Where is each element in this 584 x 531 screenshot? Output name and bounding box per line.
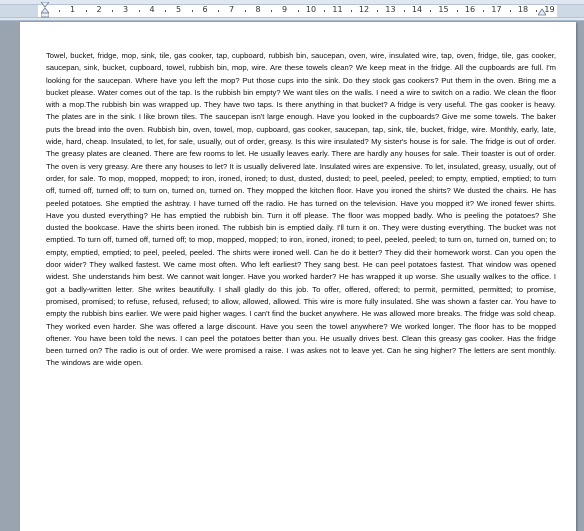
ruler-half-tick: [377, 10, 378, 12]
ruler-tick-label: 7: [228, 5, 235, 14]
ruler-half-tick: [192, 10, 193, 12]
ruler-half-tick: [218, 10, 219, 12]
ruler-tick-label: 11: [332, 5, 343, 14]
document-body-text[interactable]: Towel, bucket, fridge, mop, sink, tile, gas cooker, tap, cupboard, rubbish bin, saucepan, oven, wire, insulated wire, tap, oven, fridge, tile, gas cooker, saucepan, sink, bucket, cupboard, towel, rubbish bin, mop, wire. Are these towels clean? We keep meat in the fridge. All the cupboards are full. I'm looking for the saucepan. Where have you left the mop? Put those cups into the sink. Do they stock gas cookers? Put them in the oven. Bring me a bucket please. Water comes out of the tap. Is the rubbish bin empty? We want tiles on the walls. I need a wire to switch on a radio. We clean the floor with a mop.The rubbish bin was wrapped up. They have two taps. Is there anything in that bucket? A fridge is very useful. The gas cooker is heavy. The plates are in the sink. I like brown tiles. The saucepan isn't large enough. Have you looked in the cupboards? Give me some towels. The baker puts the bread into the oven. Rubbish bin, oven, towel, mop, cupboard, gas cooker, saucepan, tap, sink, tile, bucket, fridge, wire. Monthly, early, late, wide, hard, cheap. Insulated, to let, for sale, usually, out of order, greasy. Is this wire insulated? My sister's house is for sale. The fridge is out of order. The greasy plates are cleaned. There are few rooms to let. He usually leaves early. There are hardly any houses for sale. Their toaster is out of order. The oven is very greasy. Are there any houses to let? It is usually delivered late. Insulated wires are expensive. To let, insulated, greasy, usually, out of order, for sale. To mop, mopped, mopped; to iron, ironed, ironed; to dust, dusted, dusted; to peel, peeled, peeled; to empty, emptied, emptied; to turn off, turned off, turned off; to turn on, turned on, turned on. They mopped the kitchen floor. Have you ironed the shirts? We dusted the chairs. He has peeled potatoes. She emptied the ashtray. I have turned off the radio. He has turned on the television. Have you mopped it? We ironed fewer shirts. Have you dusted everything? He has emptied the rubbish bin. Turn it off please. The floor was mopped badly. Who is peeling the potatoes? She dusted the bookcase. Have the shirts been ironed. The rubbish bin is emptied daily. I'll turn it on. They were dusting everything. The bucket was not emptied. To turn off, turned off, turned off; to mop, mopped, mopped; to iron, ironed, ironed; to peel, peeled, peeled; to turn on, turned on, turned on; to empty, emptied, emptied; to peel, peeled, peeled. The shirts were ironed well. Can he do it better? They did their homework worst. Can you open the door wider? They walked fastest. We came most often. Who left earliest? They sang best. He can peel potatoes fastest. That window was opened widest. She understands him best. We cannot wait longer. Have you worked harder? He has wrapped it up worse. She usually walkes to the office. I got a badly-written letter. She writes beautifully. I shall gladly do this job. To offer, offered, offered; to permit, permitted, permitted; to promise, promised, promised; to refuse, refused, refused; to allow, allowed, allowed. This wire is more fully insulated. She was shown a faster car. You have to empty the rubbish bins earlier. We were paid higher wages. I can't find the bucket anywhere. He was allowed more breaks. The fridge was sold cheap. They worked even harder. She was offered a large discount. Have you seen the towel anywhere? We worked longer. The floor has to be mopped oftener. You have been told the news. I can peel the potatoes better than you. He usually drives best. Clean this greasy gas cooker. Has the fridge been turned on? The radio is out of order. We were promised a raise. I was askes not to leave yet. Can he sing higher? The letters are sent monthly. The windows are wide open.: [46, 51, 556, 368]
ruler-tick-label: 8: [255, 5, 261, 14]
ruler-tick-label: 10: [305, 5, 317, 14]
horizontal-ruler[interactable]: [0, 0, 584, 21]
ruler-tick-label: 5: [175, 5, 182, 14]
ruler-half-tick: [404, 10, 405, 12]
ruler-tick-label: 1: [69, 5, 76, 14]
ruler-right-margin: [557, 4, 584, 18]
ruler-half-tick: [139, 10, 140, 12]
ruler-tick-label: 16: [464, 5, 476, 14]
ruler-tick-label: 13: [385, 5, 396, 14]
ruler-half-tick: [510, 10, 511, 12]
ruler-half-tick: [112, 10, 113, 12]
ruler-half-tick: [59, 10, 60, 12]
ruler-tick-label: 12: [358, 5, 370, 14]
ruler-tick-label: 19: [544, 5, 555, 14]
document-page: [20, 22, 576, 531]
ruler-tick-label: 14: [411, 5, 423, 14]
ruler-tick-label: 15: [438, 5, 449, 14]
ruler-tick-label: 9: [281, 5, 288, 14]
ruler-tick-label: 3: [122, 5, 129, 14]
ruler-half-tick: [324, 10, 325, 12]
ruler-tick-label: 18: [517, 5, 529, 14]
ruler-half-tick: [271, 10, 272, 12]
ruler-half-tick: [165, 10, 166, 12]
ruler-tick-label: 4: [149, 5, 155, 14]
ruler-half-tick: [351, 10, 352, 12]
ruler-half-tick: [457, 10, 458, 12]
right-indent-marker-icon[interactable]: [538, 4, 546, 16]
ruler-half-tick: [245, 10, 246, 12]
ruler-left-margin: [0, 4, 38, 18]
ruler-tick-label: 17: [491, 5, 502, 14]
indent-marker-icon[interactable]: [41, 2, 49, 18]
ruler-tick-label: 6: [202, 5, 208, 14]
ruler-tick-label: 2: [96, 5, 102, 14]
ruler-half-tick: [483, 10, 484, 12]
ruler-half-tick: [298, 10, 299, 12]
ruler-half-tick: [86, 10, 87, 12]
ruler-half-tick: [430, 10, 431, 12]
